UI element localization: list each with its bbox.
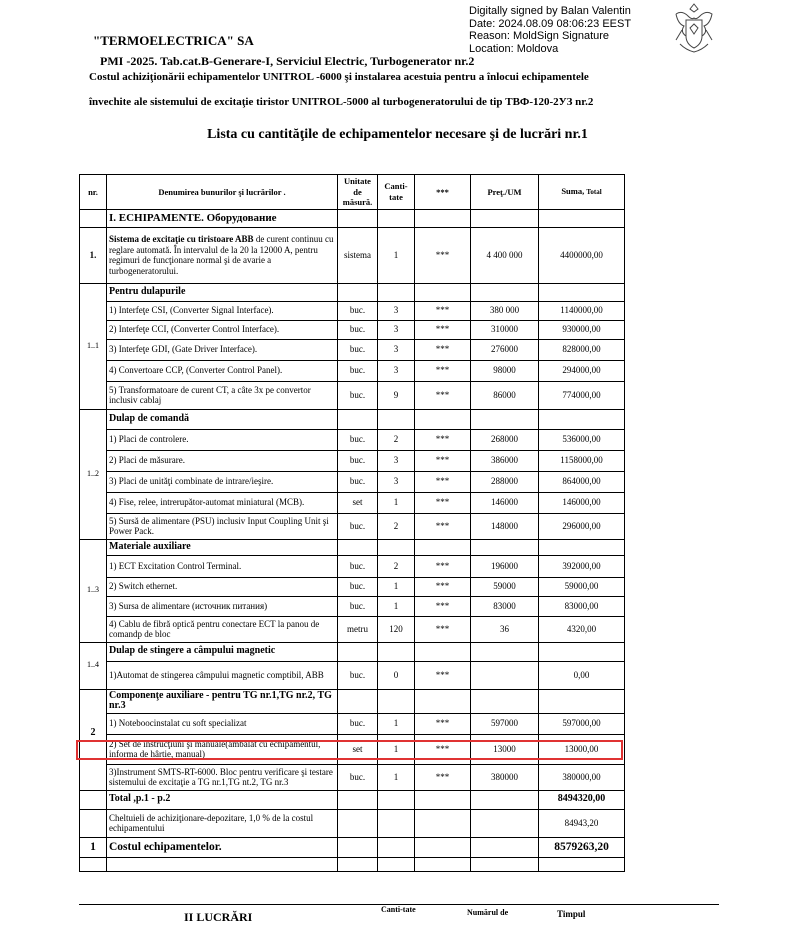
- row-name: 1) Noteboocinstalat cu soft specializat: [107, 713, 338, 734]
- description-line: învechite ale sistemului de excitaţie tiristor UNITROL-5000 al turbogeneratorului de tip ТВФ-120-2УЗ nr.2: [89, 96, 594, 108]
- empty-cell: [415, 809, 471, 837]
- spacer-row: [80, 857, 625, 871]
- row-qty: 1: [378, 713, 415, 734]
- table-row: [80, 360, 625, 381]
- empty-cell: [107, 857, 338, 871]
- header-qty: Canti-tate: [378, 175, 415, 210]
- row-unit: buc.: [338, 713, 378, 734]
- row-name: 5) Sursă de alimentare (PSU) inclusiv Input Coupling Unit şi Power Pack.: [107, 513, 338, 539]
- empty-cell: [378, 539, 415, 555]
- row-price: 268000: [471, 429, 539, 450]
- row-sum: 930000,00: [539, 320, 625, 339]
- row-sum: 828000,00: [539, 339, 625, 360]
- row-nr: 1.: [80, 227, 107, 283]
- table-row: [80, 616, 625, 642]
- row-unit: buc.: [338, 360, 378, 381]
- row-sum: 4400000,00: [539, 227, 625, 283]
- row-unit: buc.: [338, 429, 378, 450]
- empty-cell: [378, 642, 415, 661]
- empty-cell: [338, 809, 378, 837]
- empty-cell: [539, 539, 625, 555]
- empty-cell: [539, 642, 625, 661]
- empty-cell: [378, 809, 415, 837]
- total-label: Total ,p.1 - p.2: [107, 790, 338, 809]
- table-row: [80, 339, 625, 360]
- header-stars: ***: [415, 175, 471, 210]
- header-unit: Unitate de măsură.: [338, 175, 378, 210]
- row-stars: ***: [415, 339, 471, 360]
- row-price: 86000: [471, 381, 539, 409]
- empty-cell: [471, 837, 539, 857]
- row-qty: 2: [378, 429, 415, 450]
- cost-nr: 1: [80, 837, 107, 857]
- row-stars: ***: [415, 616, 471, 642]
- row-price: 98000: [471, 360, 539, 381]
- empty-cell: [415, 642, 471, 661]
- empty-cell: [338, 283, 378, 301]
- group-nr: 1..1: [80, 283, 107, 409]
- row-unit: buc.: [338, 339, 378, 360]
- cutoff-qty: Canti-tate: [381, 905, 416, 914]
- row-sum: 146000,00: [539, 492, 625, 513]
- row-sum: 536000,00: [539, 429, 625, 450]
- row-price: 36: [471, 616, 539, 642]
- empty-cell: [415, 790, 471, 809]
- table-row: [80, 320, 625, 339]
- row-stars: ***: [415, 596, 471, 616]
- signature-line: Reason: MoldSign Signature: [469, 30, 610, 42]
- row-price: 196000: [471, 555, 539, 577]
- row-qty: 3: [378, 301, 415, 320]
- row-unit: buc.: [338, 301, 378, 320]
- row-sum: 294000,00: [539, 360, 625, 381]
- empty-cell: [338, 642, 378, 661]
- empty-cell: [539, 409, 625, 429]
- empty-cell: [471, 283, 539, 301]
- group-nr: 1..4: [80, 642, 107, 689]
- row-qty: 1: [378, 764, 415, 790]
- row-price: 276000: [471, 339, 539, 360]
- header-name: Denumirea bunurilor şi lucrărilor .: [107, 175, 338, 210]
- row-sum: 380000,00: [539, 764, 625, 790]
- empty-cell: [338, 857, 378, 871]
- row-name: 1) Placi de controlere.: [107, 429, 338, 450]
- row-qty: 3: [378, 339, 415, 360]
- empty-cell: [471, 857, 539, 871]
- empty-cell: [378, 283, 415, 301]
- empty-cell: [471, 790, 539, 809]
- table-row: [80, 555, 625, 577]
- description-line: Costul achiziţionării echipamentelor UNITROL -6000 şi instalarea acestuia pentru a înlocui echipamentele: [89, 71, 589, 83]
- empty-cell: [80, 857, 107, 871]
- empty-cell: [338, 539, 378, 555]
- row-stars: ***: [415, 381, 471, 409]
- row-price: 148000: [471, 513, 539, 539]
- row-qty: 3: [378, 471, 415, 492]
- cost-label: Costul echipamentelor.: [107, 837, 338, 857]
- table-row: [80, 429, 625, 450]
- row-unit: buc.: [338, 661, 378, 689]
- header-price: Preţ./UM: [471, 175, 539, 210]
- empty-cell: [338, 790, 378, 809]
- row-sum: 1158000,00: [539, 450, 625, 471]
- empty-cell: [415, 689, 471, 713]
- row-qty: 1: [378, 577, 415, 596]
- row-sum: 0,00: [539, 661, 625, 689]
- equipment-cost-row: [80, 837, 625, 857]
- row-stars: ***: [415, 429, 471, 450]
- empty-cell: [338, 409, 378, 429]
- group-title: Dulap de comandă: [107, 409, 338, 429]
- empty-cell: [471, 689, 539, 713]
- empty-cell: [338, 837, 378, 857]
- group-title-row: [80, 689, 625, 713]
- row-sum: 296000,00: [539, 513, 625, 539]
- table-row: [80, 301, 625, 320]
- table-row: [80, 513, 625, 539]
- row-name: 4) Convertoare CCP, (Converter Control Panel).: [107, 360, 338, 381]
- row-qty: 2: [378, 555, 415, 577]
- group-title: Pentru dulapurile: [107, 283, 338, 301]
- extra-sum: 84943,20: [539, 809, 625, 837]
- row-stars: ***: [415, 360, 471, 381]
- empty-cell: [471, 642, 539, 661]
- group-title-row: [80, 539, 625, 555]
- section-title: I. ECHIPAMENTE. Оборудование: [107, 209, 338, 227]
- row-price: 310000: [471, 320, 539, 339]
- empty-cell: [539, 857, 625, 871]
- row-stars: ***: [415, 713, 471, 734]
- cutoff-section: II LUCRĂRI: [184, 910, 253, 924]
- coat-of-arms-icon: [668, 0, 720, 56]
- row-unit: buc.: [338, 450, 378, 471]
- row-name: 1)Automat de stingerea câmpului magnetic comptibil, ABB: [107, 661, 338, 689]
- empty-cell: [338, 689, 378, 713]
- row-stars: ***: [415, 492, 471, 513]
- extra-label: Cheltuieli de achiziţionare-depozitare, 1,0 % de la costul echipamentului: [107, 809, 338, 837]
- row-unit: set: [338, 492, 378, 513]
- row-unit: buc.: [338, 577, 378, 596]
- empty-cell: [378, 790, 415, 809]
- empty-cell: [415, 409, 471, 429]
- equipment-table: [79, 174, 625, 872]
- signature-line: Date: 2024.08.09 08:06:23 EEST: [469, 17, 632, 30]
- row-unit: buc.: [338, 764, 378, 790]
- empty-cell: [80, 790, 107, 809]
- table-row: [80, 492, 625, 513]
- empty-cell: [80, 809, 107, 837]
- highlight-box: [76, 740, 623, 760]
- row-unit: buc.: [338, 596, 378, 616]
- empty-cell: [415, 857, 471, 871]
- row-sum: 59000,00: [539, 577, 625, 596]
- row-price: 59000: [471, 577, 539, 596]
- row-name: 3) Interfeţe GDI, (Gate Driver Interface).: [107, 339, 338, 360]
- table-row: [80, 596, 625, 616]
- row-qty: 120: [378, 616, 415, 642]
- group-title-row: [80, 642, 625, 661]
- empty-cell: [471, 409, 539, 429]
- total-sum: 8494320,00: [539, 790, 625, 809]
- group-title-row: [80, 283, 625, 301]
- row-price: [471, 661, 539, 689]
- row-sum: 392000,00: [539, 555, 625, 577]
- company-name: "TERMOELECTRICA" SA: [93, 33, 254, 48]
- row-stars: ***: [415, 764, 471, 790]
- row-unit: buc.: [338, 320, 378, 339]
- row-price: 597000: [471, 713, 539, 734]
- row-sum: 597000,00: [539, 713, 625, 734]
- group-nr: 1..3: [80, 539, 107, 642]
- row-name: 2) Placi de măsurare.: [107, 450, 338, 471]
- group-nr: 2: [80, 689, 107, 790]
- empty-cell: [539, 689, 625, 713]
- row-stars: ***: [415, 513, 471, 539]
- row-stars: ***: [415, 577, 471, 596]
- group-title: Componenţe auxiliare - pentru TG nr.1,TG nr.2, TG nr.3: [107, 689, 338, 713]
- row-qty: 0: [378, 661, 415, 689]
- row-stars: ***: [415, 661, 471, 689]
- row-stars: ***: [415, 227, 471, 283]
- section-row: [80, 209, 625, 227]
- row-sum: 864000,00: [539, 471, 625, 492]
- row-qty: 1: [378, 734, 415, 764]
- row-stars: ***: [415, 471, 471, 492]
- row-name: 3) Placi de unităţi combinate de intrare/ieşire.: [107, 471, 338, 492]
- row-qty: 1: [378, 596, 415, 616]
- row-sum: 83000,00: [539, 596, 625, 616]
- row-sum: 13000,00: [539, 734, 625, 764]
- empty-cell: [378, 857, 415, 871]
- group-title: Materiale auxiliare: [107, 539, 338, 555]
- header-nr: nr.: [80, 175, 107, 210]
- empty-cell: [471, 539, 539, 555]
- list-title: Lista cu cantităţile de echipamentelor necesare şi de lucrări nr.1: [207, 127, 588, 142]
- row-qty: 2: [378, 513, 415, 539]
- row-price: 13000: [471, 734, 539, 764]
- digital-signature: [469, 5, 631, 55]
- extra-cost-row: [80, 809, 625, 837]
- pmi-title: PMI -2025. Tab.cat.B-Generare-I, Serviciul Electric, Turbogenerator nr.2: [100, 54, 475, 68]
- row-unit: buc.: [338, 381, 378, 409]
- row-name: 2) Switch ethernet.: [107, 577, 338, 596]
- table-row: [80, 577, 625, 596]
- empty-cell: [415, 837, 471, 857]
- row-unit: buc.: [338, 471, 378, 492]
- row-stars: ***: [415, 450, 471, 471]
- empty-cell: [415, 283, 471, 301]
- table-row: [80, 764, 625, 790]
- row-name: 3)Instrument SMTS-RT-6000. Bloc pentru verificare şi testare sistemului de excitaţie a TG nr.1,TG nt.2, TG nr.3: [107, 764, 338, 790]
- row-unit: buc.: [338, 555, 378, 577]
- group-title: Dulap de stingere a câmpului magnetic: [107, 642, 338, 661]
- row-unit: sistema: [338, 227, 378, 283]
- row-qty: 3: [378, 360, 415, 381]
- row-stars: ***: [415, 320, 471, 339]
- row-qty: 9: [378, 381, 415, 409]
- row-price: 146000: [471, 492, 539, 513]
- row-stars: ***: [415, 555, 471, 577]
- total-row: [80, 790, 625, 809]
- row-qty: 1: [378, 227, 415, 283]
- row-name: 1) Interfeţe CSI, (Converter Signal Interface).: [107, 301, 338, 320]
- header-sum: Suma, Total: [539, 175, 625, 210]
- row-name: 2) Set de instrucţiuni şi manuale(ambalat cu echipamentul, informa de hârtie, manual): [107, 734, 338, 764]
- signature-line: Digitally signed by Balan Valentin: [469, 5, 631, 17]
- row-sum: 1140000,00: [539, 301, 625, 320]
- row-qty: 3: [378, 320, 415, 339]
- empty-cell: [539, 283, 625, 301]
- row-price: 386000: [471, 450, 539, 471]
- group-title-row: [80, 409, 625, 429]
- row-unit: metru: [338, 616, 378, 642]
- row-name: 4) Cablu de fibră optică pentru conectare ECT la panou de comandp de bloc: [107, 616, 338, 642]
- signature-line: Location: Moldova: [469, 42, 559, 55]
- row-sum: 4320,00: [539, 616, 625, 642]
- empty-cell: [378, 409, 415, 429]
- row-price: 83000: [471, 596, 539, 616]
- table-row: [80, 227, 625, 283]
- row-sum: 774000,00: [539, 381, 625, 409]
- row-qty: 3: [378, 450, 415, 471]
- row-stars: ***: [415, 301, 471, 320]
- table-row: [80, 661, 625, 689]
- row-price: 288000: [471, 471, 539, 492]
- row-price: 380 000: [471, 301, 539, 320]
- table-row: [80, 381, 625, 409]
- empty-cell: [378, 837, 415, 857]
- row-unit: buc.: [338, 513, 378, 539]
- table-header-row: [80, 175, 625, 210]
- row-name: 5) Transformatoare de curent CT, a câte 3x pe convertor inclusiv cablaj: [107, 381, 338, 409]
- row-name: Sistema de excitaţie cu tiristoare ABB de curent continuu cu reglare automată. În intervalul de la 20 la 12000 A, pentru regimuri de funcţionare normal şi de avarie a turbogeneratorului.: [107, 227, 338, 283]
- cost-sum: 8579263,20: [539, 837, 625, 857]
- cutoff-time: Timpul: [557, 909, 586, 919]
- group-nr: 1..2: [80, 409, 107, 539]
- empty-cell: [378, 689, 415, 713]
- row-price: 380000: [471, 764, 539, 790]
- row-stars: ***: [415, 734, 471, 764]
- row-name: 3) Sursa de alimentare (источник питания): [107, 596, 338, 616]
- row-unit: set: [338, 734, 378, 764]
- cutoff-count: Numărul de: [467, 908, 509, 917]
- row-name: 1) ECT Excitation Control Terminal.: [107, 555, 338, 577]
- row-qty: 1: [378, 492, 415, 513]
- table-row: [80, 471, 625, 492]
- table-row: [80, 713, 625, 734]
- row-name: 2) Interfeţe CCI, (Converter Control Interface).: [107, 320, 338, 339]
- empty-cell: [415, 539, 471, 555]
- empty-cell: [471, 809, 539, 837]
- row-price: 4 400 000: [471, 227, 539, 283]
- row-name: 4) Fise, relee, intrerupător-automat miniatural (MCB).: [107, 492, 338, 513]
- table-row: [80, 450, 625, 471]
